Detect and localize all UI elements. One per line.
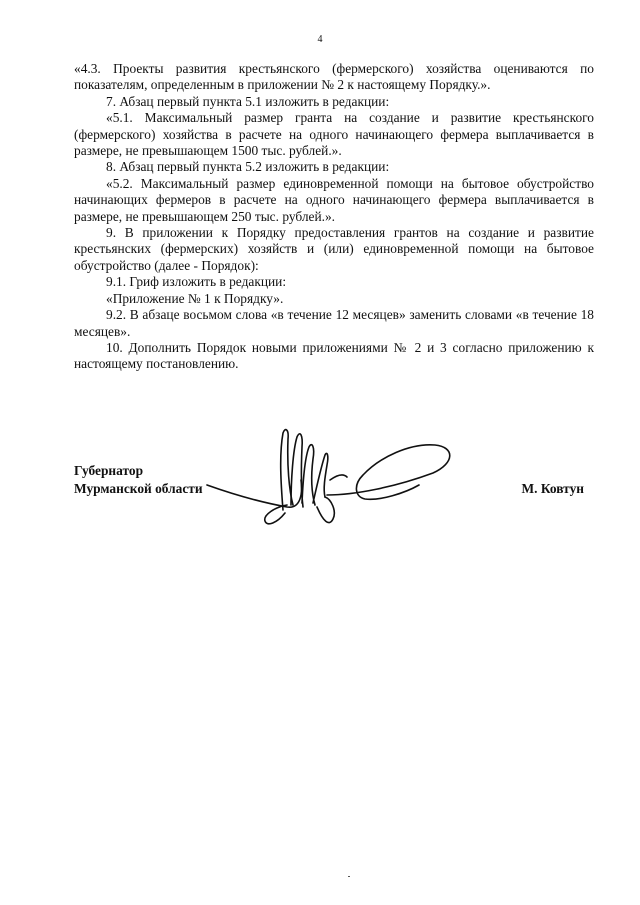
signer-name: М. Ковтун — [521, 481, 584, 496]
paragraph-item-9-1: 9.1. Гриф изложить в редакции: — [106, 274, 287, 290]
paragraph-item-9-2: 9.2. В абзаце восьмом слова «в течение 12 месяцев» заменить словами «в течение 18 месяцев». — [74, 307, 594, 339]
signer-title-line2: Мурманской области — [74, 481, 203, 496]
paragraph-5-2: «5.2. Максимальный размер единовременной помощи на бытовое обустройство начинающих фермеров в расчете на одного начинающего фермера выплачивается в размере, не превышающем 250 тыс. рублей.». — [74, 175, 594, 224]
handwritten-signature — [205, 425, 465, 530]
paragraph-item-7: 7. Абзац первый пункта 5.1 изложить в редакции: — [106, 93, 390, 109]
signer-title-line1: Губернатор — [74, 463, 144, 478]
paragraph-appendix-stamp: «Приложение № 1 к Порядку». — [106, 290, 284, 306]
paragraph-5-1: «5.1. Максимальный размер гранта на создание и развитие крестьянского (фермерского) хозяйства в расчете на одного начинающего фермера выплачивается в размере, не превышающем 1500 тыс. рублей.». — [74, 110, 594, 159]
paragraph-item-10: 10. Дополнить Порядок новыми приложениями № 2 и 3 согласно приложению к настоящему постановлению. — [74, 339, 594, 372]
paragraph-4-3: «4.3. Проекты развития крестьянского (фермерского) хозяйства оцениваются по показателям, определенным в приложении № 2 к настоящему Порядку.». — [74, 61, 594, 93]
paragraph-item-8: 8. Абзац первый пункта 5.2 изложить в редакции: — [106, 159, 390, 175]
page-number: 4 — [317, 34, 323, 45]
document-body — [74, 61, 594, 373]
paragraph-item-9: 9. В приложении к Порядку предоставления грантов на создание и развитие крестьянских (фермерских) хозяйств и (или) единовременной помощи на бытовое обустройство (далее - Порядок): — [74, 225, 594, 273]
scan-speck — [348, 876, 350, 877]
